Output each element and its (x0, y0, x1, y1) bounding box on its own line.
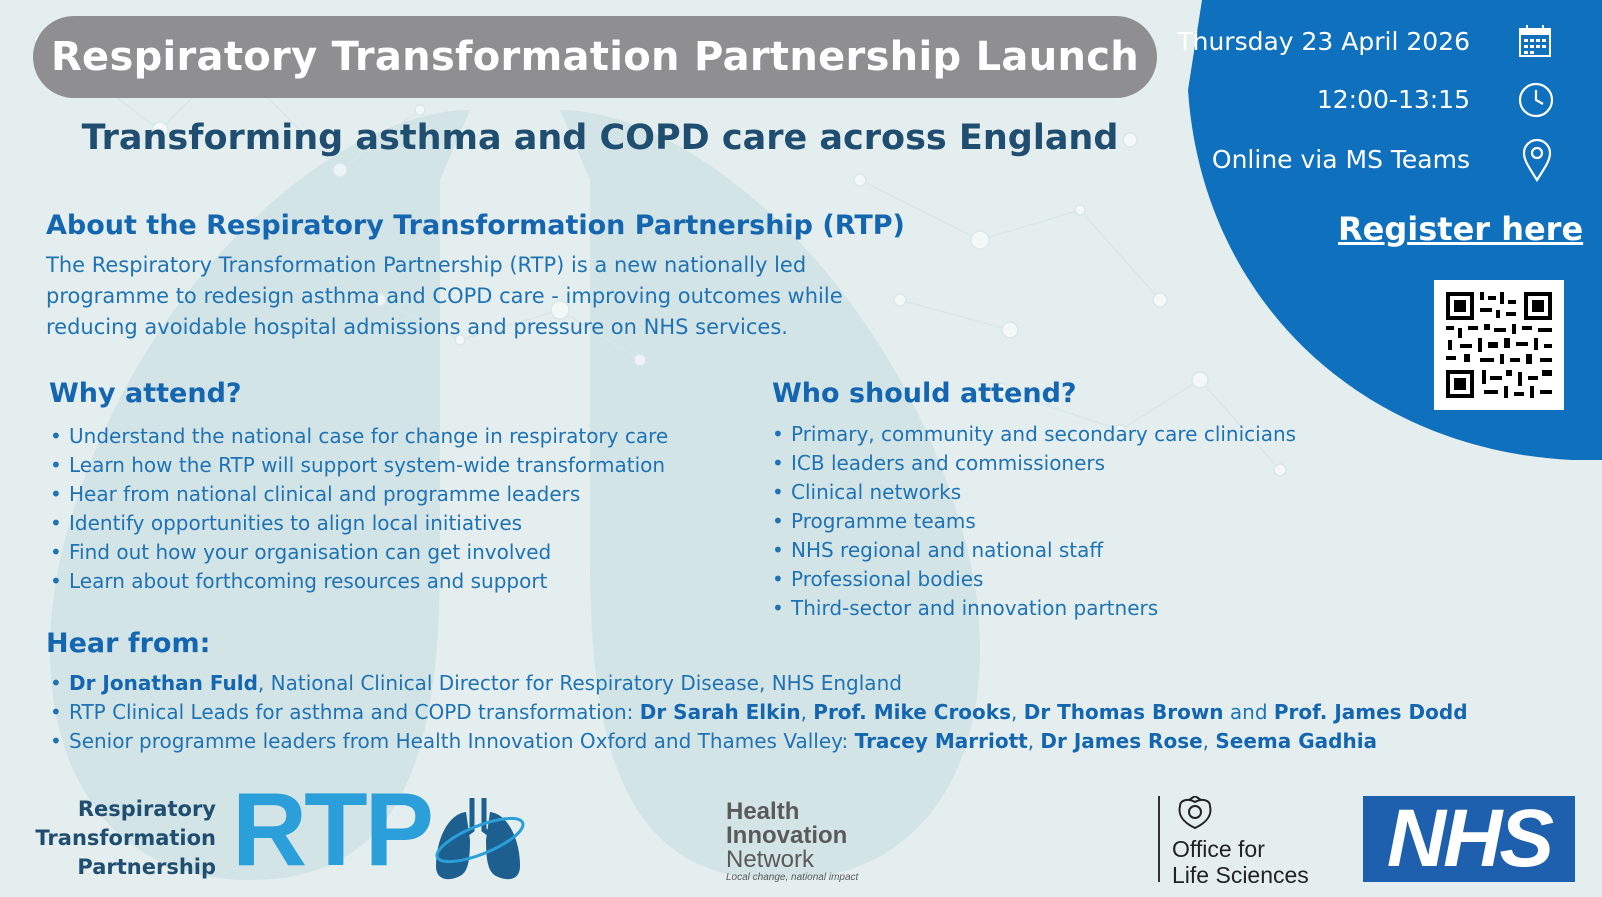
office-for-life-sciences-logo (1158, 796, 1309, 888)
event-location: Online via MS Teams (1211, 145, 1470, 174)
speaker-name: Tracey Marriott (854, 729, 1028, 753)
nhs-logo (1363, 793, 1575, 884)
speaker-name: Prof. Mike Crooks (813, 700, 1011, 724)
about-line: The Respiratory Transformation Partnership (RTP) is a new nationally led (46, 253, 807, 277)
speakers-list (46, 669, 1468, 756)
location-pin-icon (1522, 138, 1552, 182)
speaker-name: Seema Gadhia (1215, 729, 1378, 753)
rtp-logo-line: Transformation (35, 826, 216, 850)
event-time: 12:00-13:15 (1316, 85, 1470, 114)
why-attend-list (46, 422, 668, 596)
event-date: Thursday 23 April 2026 (1177, 27, 1470, 56)
speaker-item (46, 669, 1468, 698)
separator: and (1223, 700, 1274, 724)
list-item: • Programme teams (768, 507, 1296, 536)
about-description (46, 250, 946, 343)
rtp-logo-line: Respiratory (77, 797, 216, 821)
speaker-role: , National Clinical Director for Respiratory Disease, NHS England (257, 671, 902, 695)
list-item: • Primary, community and secondary care clinicians (768, 420, 1296, 449)
speaker-name: Dr Thomas Brown (1023, 700, 1224, 724)
separator: , (800, 700, 814, 724)
about-heading: About the Respiratory Transformation Partnership (RTP) (46, 210, 905, 241)
hin-tagline: Local change, national impact (726, 872, 859, 883)
rtp-logo-text (30, 795, 216, 882)
qr-code[interactable] (1434, 280, 1564, 410)
hear-from-heading: Hear from: (46, 628, 211, 659)
page-subtitle: Transforming asthma and COPD care across England (81, 118, 1119, 158)
list-item: • Professional bodies (768, 565, 1296, 594)
separator: , (1011, 700, 1024, 724)
speaker-item (46, 698, 1468, 727)
who-should-attend-heading: Who should attend? (772, 378, 1077, 409)
hin-line: Health (726, 798, 800, 825)
list-item: • Identify opportunities to align local initiatives (46, 509, 668, 538)
nhs-logo-text: NHS (1386, 793, 1552, 884)
speaker-name: Prof. James Dodd (1273, 700, 1468, 724)
list-item: • Hear from national clinical and programme leaders (46, 480, 668, 509)
list-item: • Learn about forthcoming resources and support (46, 567, 668, 596)
list-item: • Understand the national case for change in respiratory care (46, 422, 668, 451)
speaker-group: Senior programme leaders from Health Innovation Oxford and Thames Valley: (69, 729, 855, 753)
hin-line: Network (726, 846, 815, 873)
about-line: programme to redesign asthma and COPD care - improving outcomes while (46, 284, 843, 308)
speaker-group: RTP Clinical Leads for asthma and COPD transformation: (69, 700, 640, 724)
why-attend-heading: Why attend? (49, 378, 242, 409)
about-line: reducing avoidable hospital admissions and pressure on NHS services. (46, 315, 788, 339)
speaker-name: Dr Jonathan Fuld (69, 671, 258, 695)
separator: , (1027, 729, 1041, 753)
calendar-icon (1518, 24, 1552, 58)
list-item: • NHS regional and national staff (768, 536, 1296, 565)
clock-icon (1518, 82, 1554, 118)
separator: , (1202, 729, 1216, 753)
royal-crest-icon (1174, 796, 1216, 832)
list-item: • Find out how your organisation can get involved (46, 538, 668, 567)
lungs-logo-icon (428, 790, 528, 886)
list-item: • ICB leaders and commissioners (768, 449, 1296, 478)
rtp-logo-line: Partnership (77, 855, 216, 879)
list-item: • Learn how the RTP will support system-wide transformation (46, 451, 668, 480)
hin-line: Innovation (726, 822, 848, 849)
rtp-logo: RTP (232, 772, 431, 888)
health-innovation-network-logo (726, 800, 858, 884)
title-banner (33, 16, 1157, 98)
list-item: • Third-sector and innovation partners (768, 594, 1296, 623)
speaker-item (46, 727, 1468, 756)
speaker-name: Dr Sarah Elkin (639, 700, 801, 724)
list-item: • Clinical networks (768, 478, 1296, 507)
ols-line: Office for (1172, 836, 1265, 862)
ols-line: Life Sciences (1172, 862, 1309, 888)
who-should-attend-list (768, 420, 1296, 623)
page-title: Respiratory Transformation Partnership Launch (50, 34, 1140, 80)
speaker-name: Dr James Rose (1040, 729, 1203, 753)
register-link[interactable]: Register here (1338, 210, 1584, 248)
